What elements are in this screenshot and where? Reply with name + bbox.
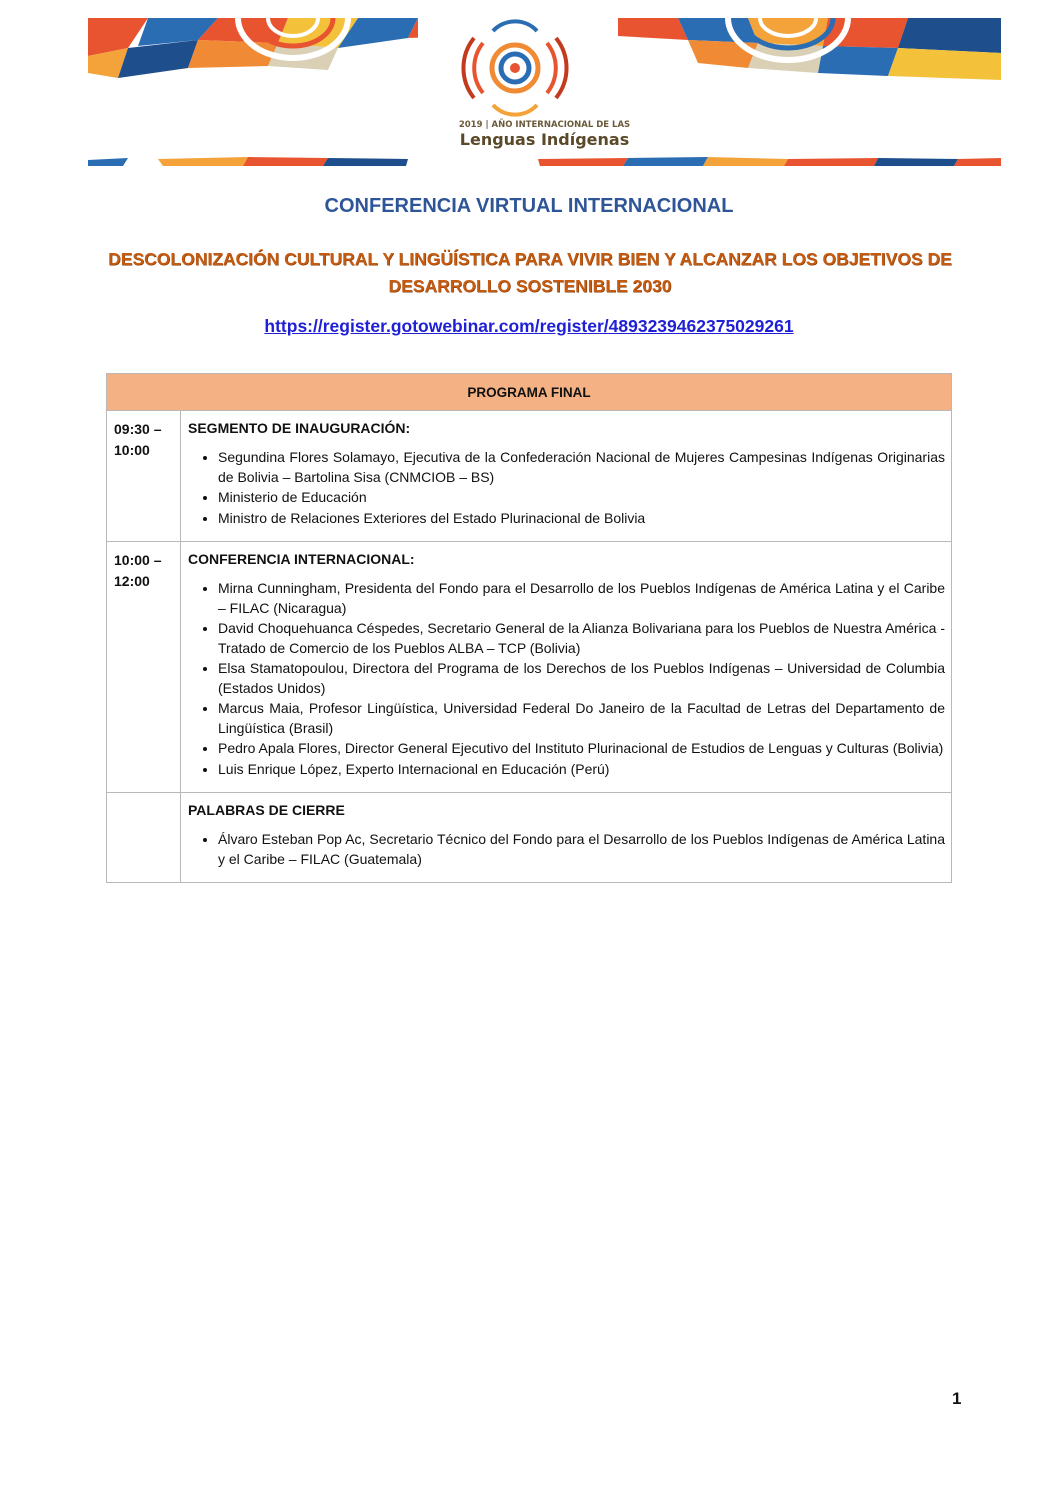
logo-title: Lenguas Indígenas [459, 130, 630, 149]
session-row [107, 793, 952, 883]
session-content [181, 542, 952, 793]
session-row [107, 542, 952, 793]
session-title: CONFERENCIA INTERNACIONAL: [188, 551, 415, 567]
list-item: • Mirna Cunningham, Presidenta del Fondo para el Desarrollo de los Pueblos Indígenas de América Latina y el Caribe – FILAC (Nicaragua) [218, 579, 945, 618]
list-item: • David Choquehuanca Céspedes, Secretario General de la Alianza Bolivariana para los Pueblos de Nuestra América - Tratado de Comercio de los Pueblos ALBA – TCP (Bolivia) [218, 619, 945, 658]
list-item: • Marcus Maia, Profesor Lingüística, Universidad Federal Do Janeiro de la Facultad de Letras del Departamento de Lingüística (Brasil) [218, 699, 945, 738]
list-item: • Segundina Flores Solamayo, Ejecutiva de la Confederación Nacional de Mujeres Campesinas Indígenas Originarias de Bolivia – Bartolina Sisa (CNMCIOB – BS) [218, 448, 945, 487]
program-header-row [107, 374, 952, 411]
header-banner [88, 18, 1001, 166]
session-time: 10:00 – 12:00 [107, 542, 181, 793]
speaker-list [188, 830, 945, 869]
program-header: PROGRAMA FINAL [107, 374, 952, 411]
list-item: • Elsa Stamatopoulou, Directora del Programa de los Derechos de los Pueblos Indígenas – Universidad de Columbia (Estados Unidos) [218, 659, 945, 698]
session-content [181, 411, 952, 542]
list-item: • Ministerio de Educación [218, 488, 945, 508]
speaker-list [188, 579, 945, 779]
logo-year-line: 2019 | AÑO INTERNACIONAL DE LAS [458, 120, 631, 130]
session-title: PALABRAS DE CIERRE [188, 802, 345, 818]
session-title: SEGMENTO DE INAUGURACIÓN: [188, 420, 411, 436]
speaker-list [188, 448, 945, 528]
session-time: 09:30 – 10:00 [107, 411, 181, 542]
registration-link[interactable]: https://register.gotowebinar.com/register/4893239462375029261 [264, 316, 794, 336]
session-time [107, 793, 181, 883]
list-item: • Ministro de Relaciones Exteriores del Estado Plurinacional de Bolivia [218, 509, 945, 529]
conference-title: CONFERENCIA VIRTUAL INTERNACIONAL [324, 195, 734, 217]
list-item: • Luis Enrique López, Experto Internacional en Educación (Perú) [218, 760, 945, 780]
page-number: 1 [952, 1389, 962, 1408]
list-item: • Álvaro Esteban Pop Ac, Secretario Técnico del Fondo para el Desarrollo de los Pueblos Indígenas de América Latina y el Caribe – FILAC (Guatemala) [218, 830, 945, 869]
program-table [106, 373, 952, 883]
session-content [181, 793, 952, 883]
session-row [107, 411, 952, 542]
list-item: • Pedro Apala Flores, Director General Ejecutivo del Instituto Plurinacional de Estudios de Lenguas y Culturas (Bolivia) [218, 739, 945, 759]
conference-subtitle: DESCOLONIZACIÓN CULTURAL Y LINGÜÍSTICA PARA VIVIR BIEN Y ALCANZAR LOS OBJETIVOS DE DESARROLLO SOSTENIBLE 2030 [108, 249, 952, 296]
